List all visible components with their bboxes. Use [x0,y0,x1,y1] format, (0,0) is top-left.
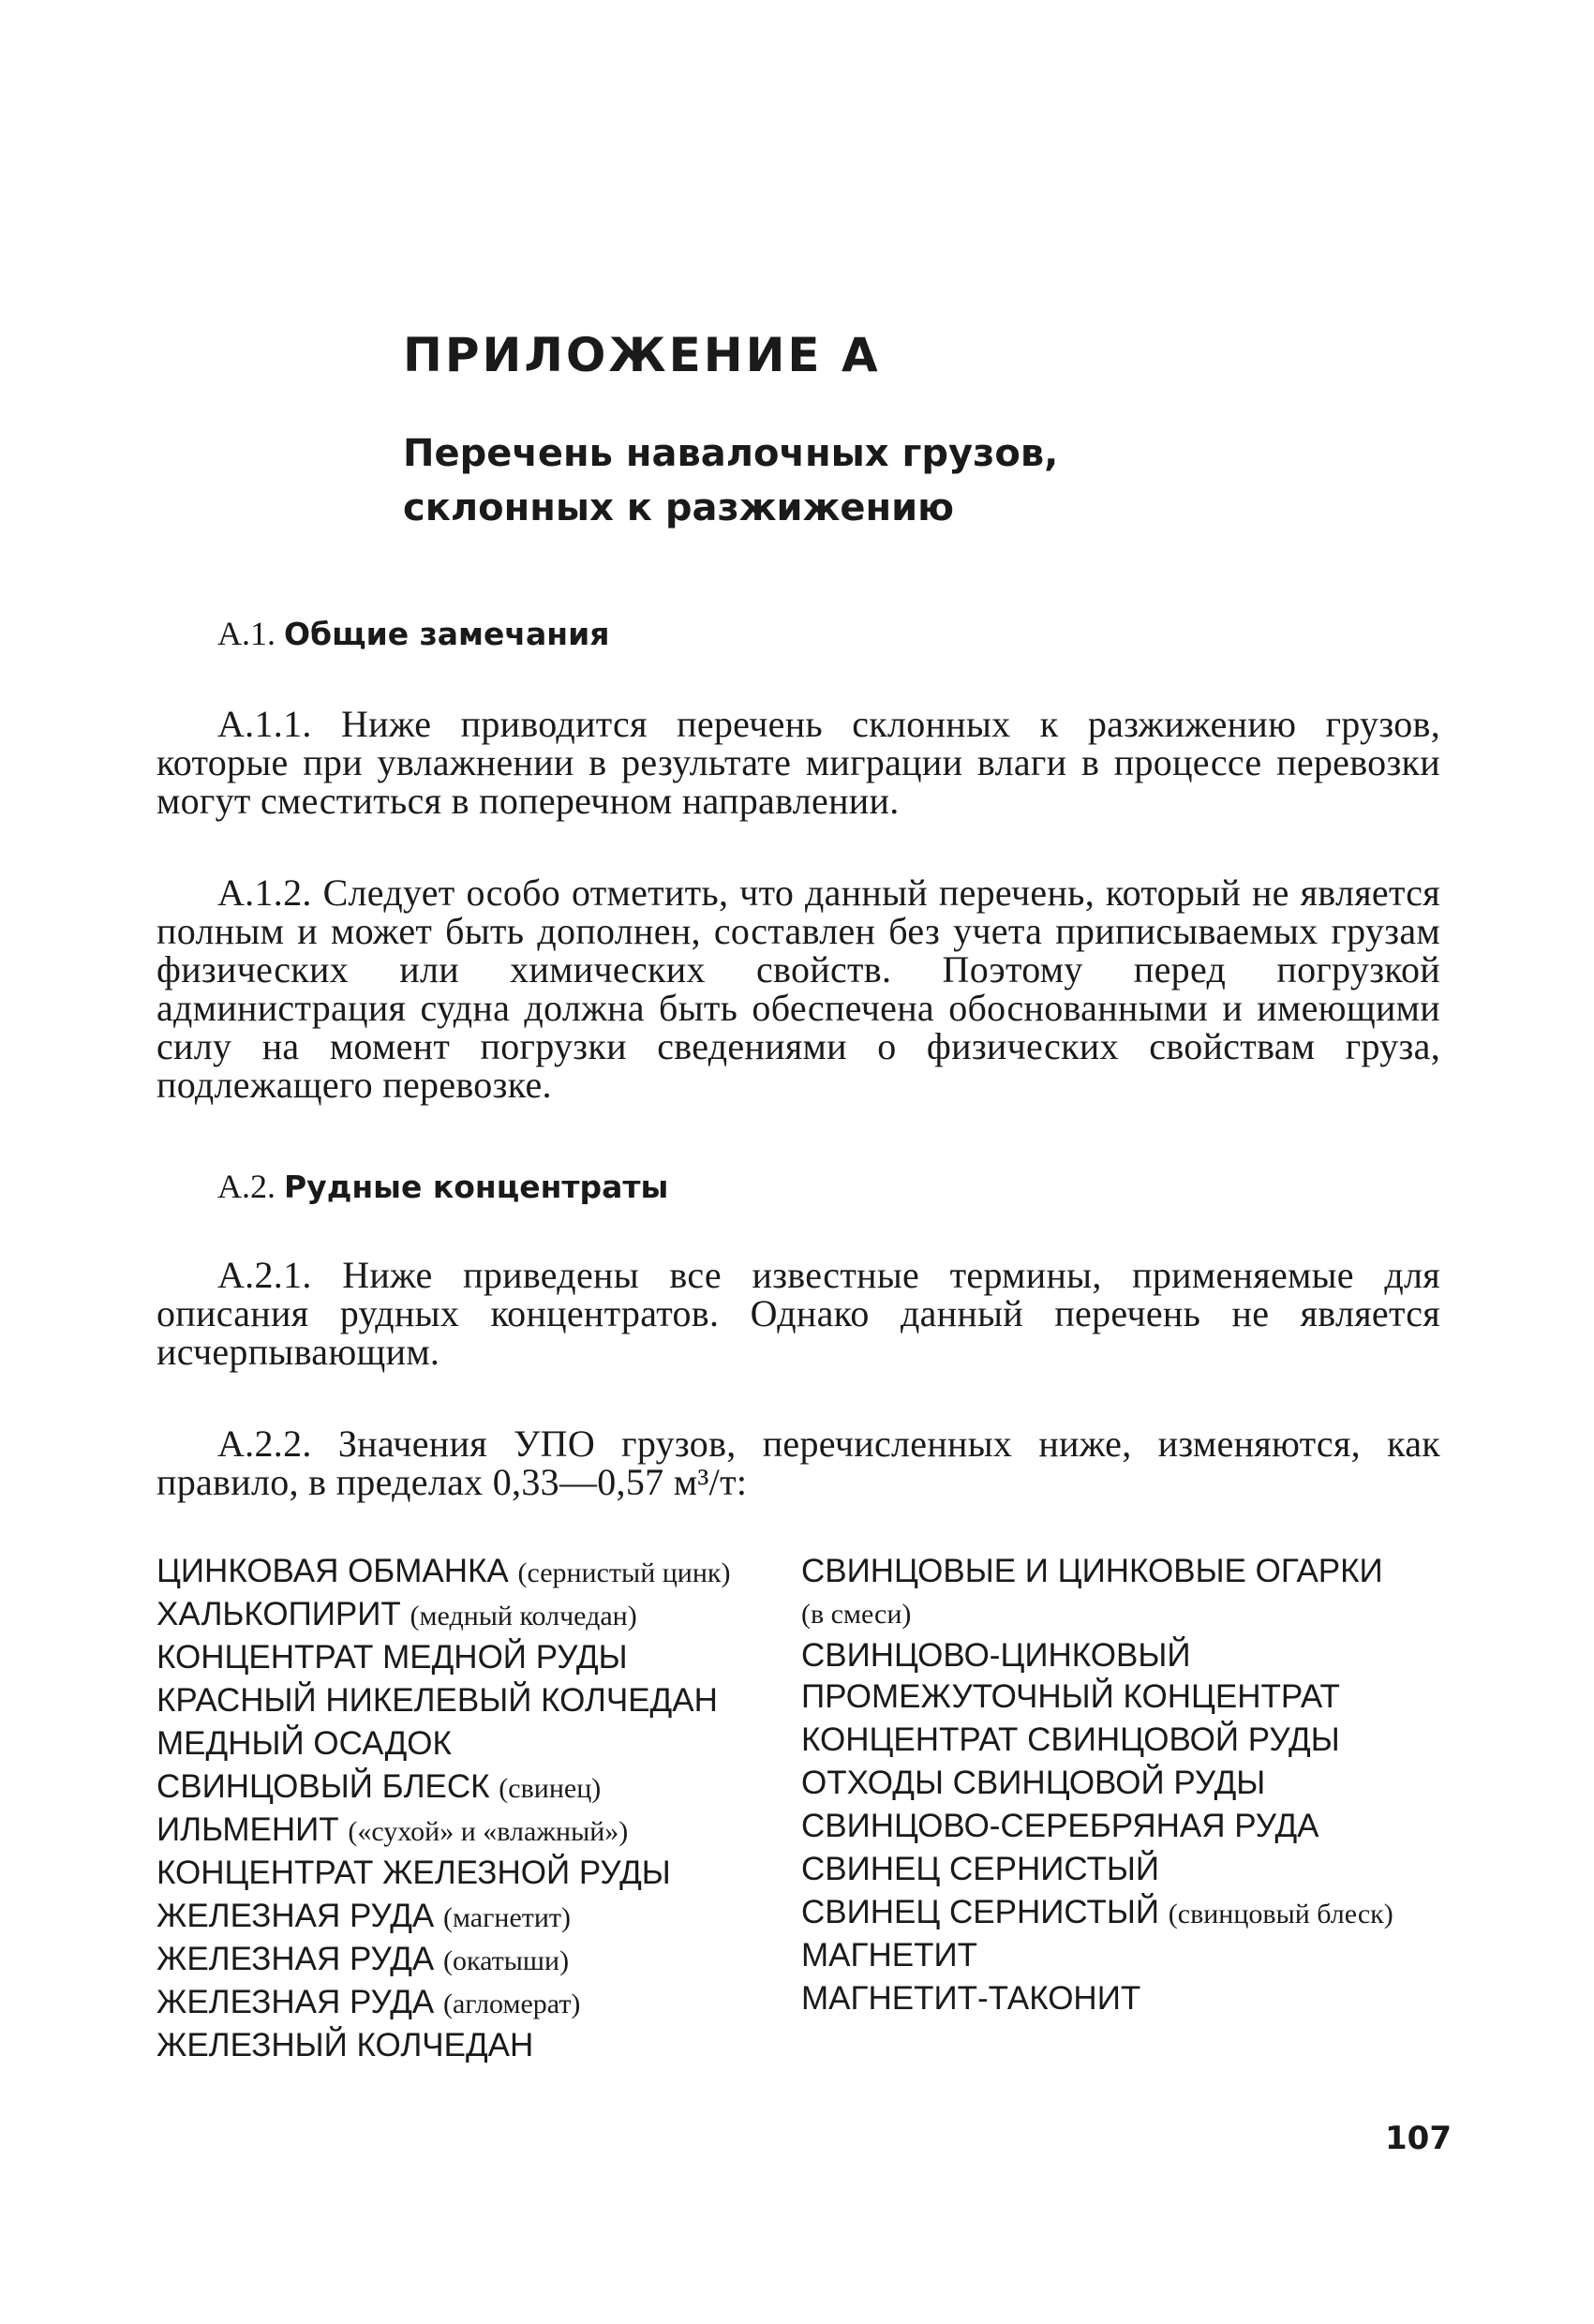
section-a1-number: А.1. [217,615,276,652]
appendix-title: ПРИЛОЖЕНИЕ А [403,328,881,382]
list-item: МАГНЕТИТ-ТАКОНИТ [801,1980,1141,2017]
list-item: СВИНЦОВО-ЦИНКОВЫЙ ПРОМЕЖУТОЧНЫЙ КОНЦЕНТРАТ [801,1637,1340,1715]
document-title [403,426,1058,535]
list-item: ОТХОДЫ СВИНЦОВОЙ РУДЫ [801,1765,1266,1801]
document-title-line-1: Перечень навалочных грузов, [403,432,1059,475]
list-item: ИЛЬМЕНИТ («сухой» и «влажный») [156,1811,629,1848]
list-item: КОНЦЕНТРАТ ЖЕЛЕЗНОЙ РУДЫ [156,1855,671,1891]
section-a2-number: А.2. [217,1168,276,1205]
list-item: ЖЕЛЕЗНАЯ РУДА (агломерат) [156,1984,581,2020]
list-item: ЖЕЛЕЗНАЯ РУДА (окатыши) [156,1941,570,1977]
paragraph-a2-2: А.2.2. Значения УПО грузов, перечисленных ниже, изменяются, как правило, в пределах 0,33—0,57 м³/т: [156,1423,1440,1503]
list-item: СВИНЕЦ СЕРНИСТЫЙ (свинцовый блеск) [801,1894,1393,1930]
cargo-list-right [801,1551,1401,2021]
list-item: КОНЦЕНТРАТ МЕДНОЙ РУДЫ [156,1639,628,1676]
list-item: МАГНЕТИТ [801,1937,977,1974]
list-item: МЕДНЫЙ ОСАДОК [156,1725,452,1762]
list-item: СВИНЦОВО-СЕРЕБРЯНАЯ РУДА [801,1808,1319,1844]
paragraph-a1-2: А.1.2. Следует особо отметить, что данный перечень, который не является полным и может быть дополнен, составлен без учета приписываемых грузам физических или химических свойств. Поэтому перед погрузкой администрация судна должна быть обеспечена обоснованными и имеющими силу на момент погрузки сведениями о физических свойствам груза, подлежащего перевозке. [156,872,1440,1106]
list-item: ЖЕЛЕЗНЫЙ КОЛЧЕДАН [156,2027,534,2063]
paragraph-a1-1: А.1.1. Ниже приводится перечень склонных к разжижению грузов, которые при увлажнении в результате миграции влаги в процессе перевозки могут сместиться в поперечном направлении. [156,703,1440,822]
list-item: СВИНЦОВЫЙ БЛЕСК (свинец) [156,1768,602,1805]
section-a2-title: Рудные концентраты [284,1169,669,1205]
paragraph-a2-1: А.2.1. Ниже приведены все известные термины, применяемые для описания рудных концентратов. Однако данный перечень не является исчерпывающим. [156,1254,1440,1373]
section-a1-heading [217,614,609,653]
document-title-line-2: склонных к разжижению [403,486,955,529]
section-a2-heading [217,1167,668,1206]
list-item: ЦИНКОВАЯ ОБМАНКА (сернистый цинк) [156,1553,731,1589]
list-item: ЖЕЛЕЗНАЯ РУДА (магнетит) [156,1898,572,1934]
list-item: ХАЛЬКОПИРИТ (медный колчедан) [156,1596,637,1632]
section-a1-title: Общие замечания [284,616,610,652]
list-item: КРАСНЫЙ НИКЕЛЕВЫЙ КОЛЧЕДАН [156,1682,718,1719]
cargo-list-left [156,1551,766,2068]
list-item: КОНЦЕНТРАТ СВИНЦОВОЙ РУДЫ [801,1721,1340,1758]
list-item: СВИНЦОВЫЕ И ЦИНКОВЫЕ ОГАРКИ (в смеси) [801,1553,1383,1630]
list-item: СВИНЕЦ СЕРНИСТЫЙ [801,1851,1160,1887]
page-number: 107 [1385,2120,1452,2157]
